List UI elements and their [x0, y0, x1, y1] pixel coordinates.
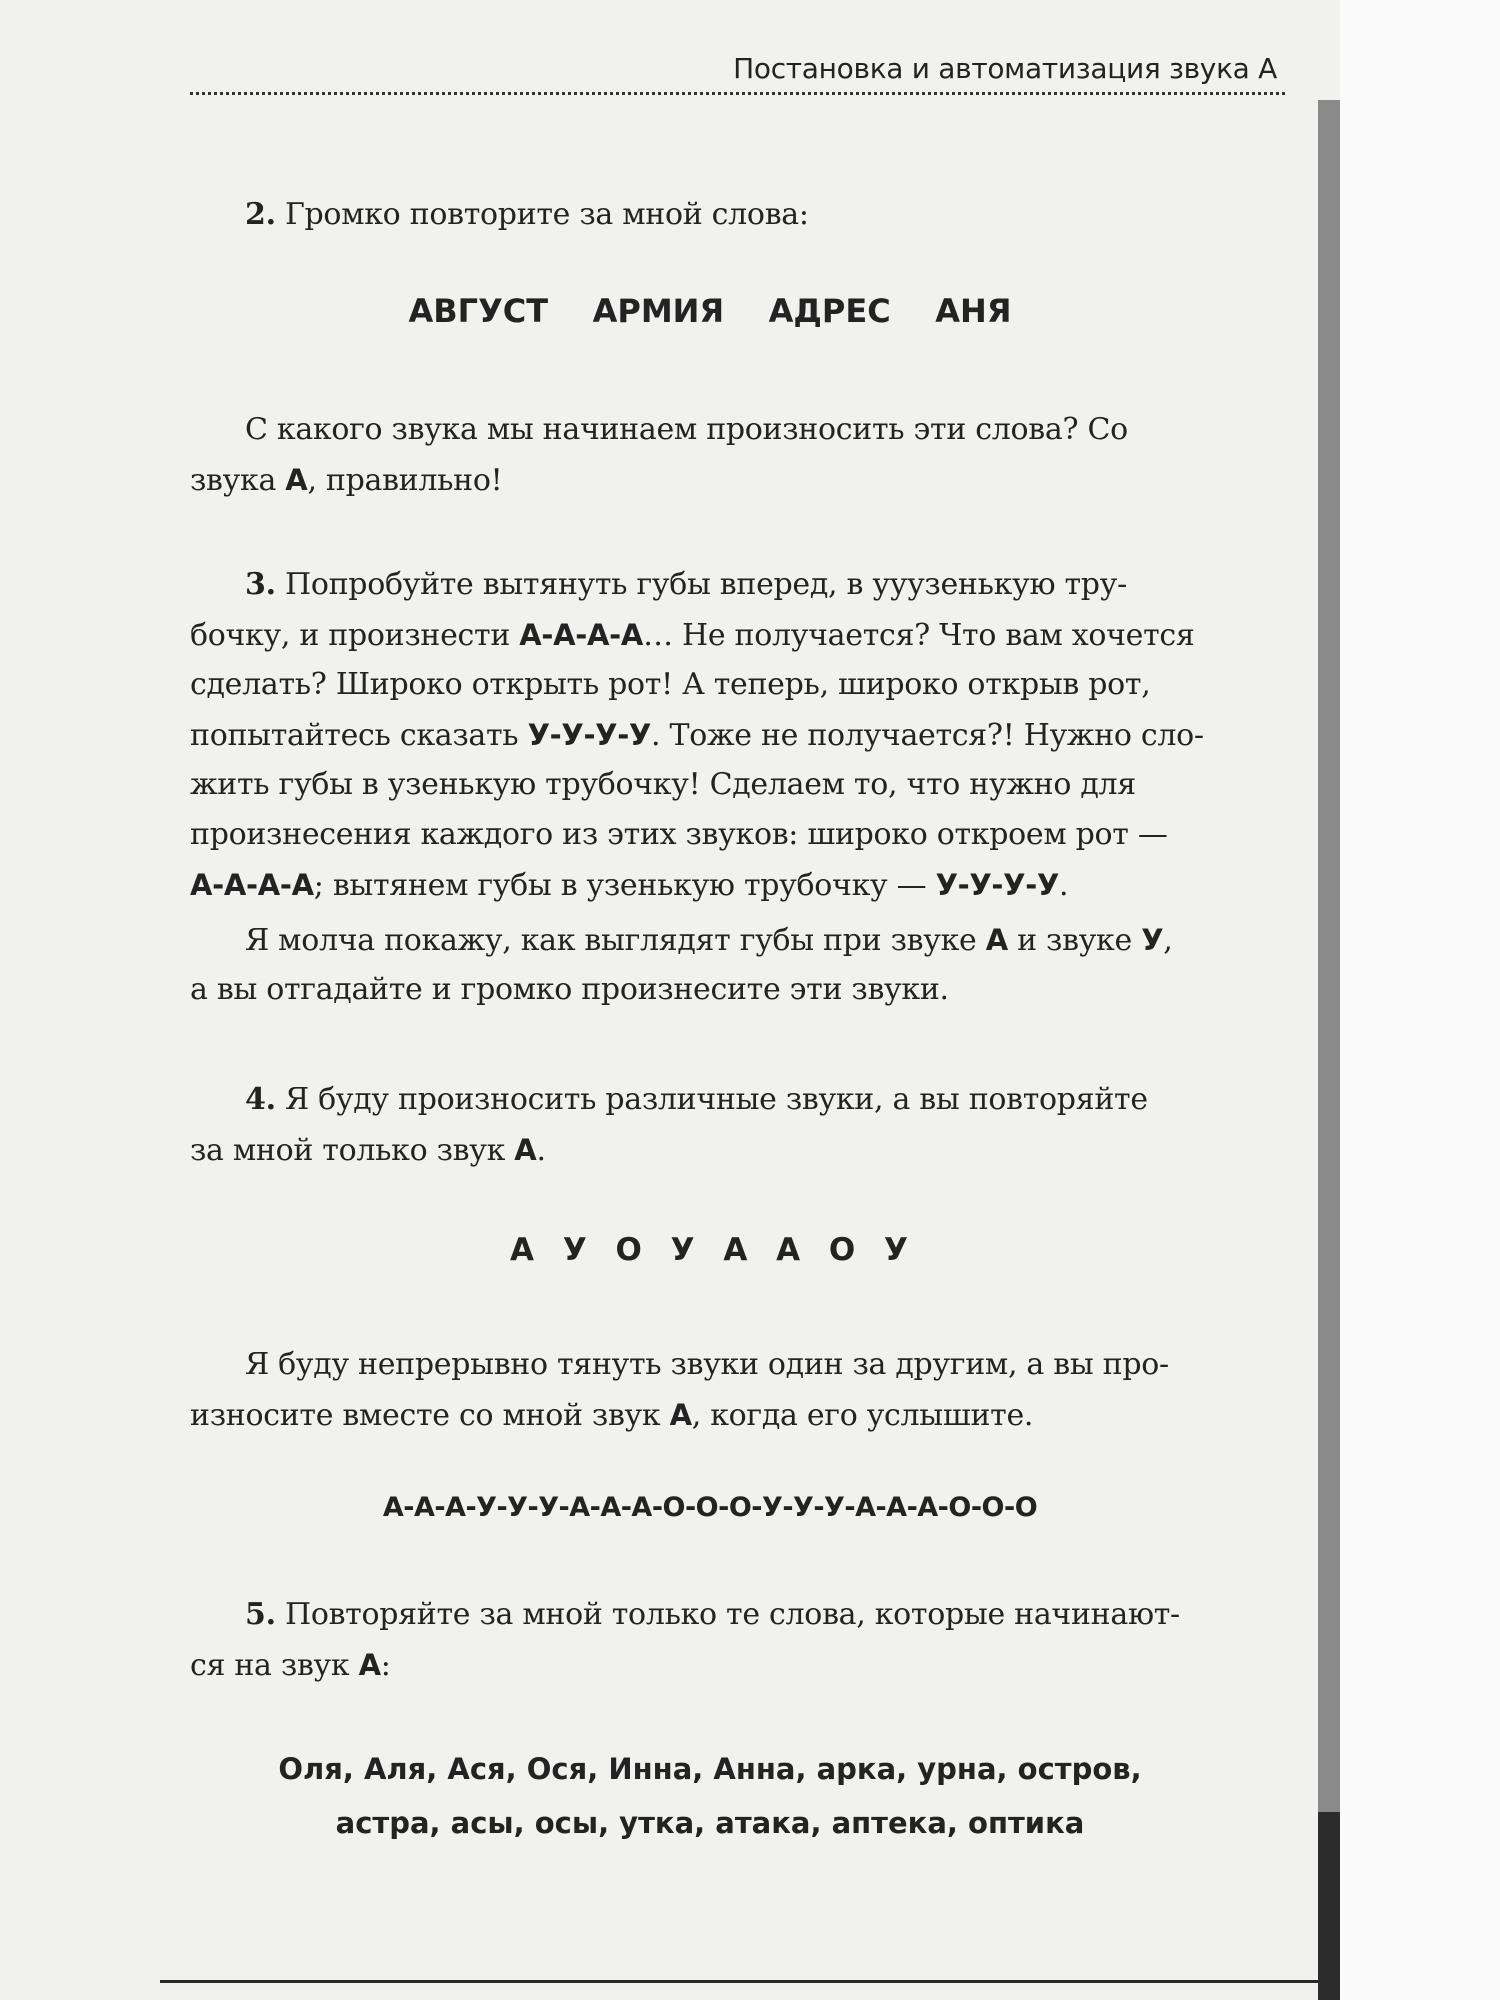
- task5-words-line1: Оля, Аля, Ася, Ося, Инна, Анна, арка, урна, остров,: [278, 1752, 1142, 1786]
- task4-sound-sequence: А У О У А А О У: [510, 1232, 910, 1268]
- task2-words: АВГУСТ АРМИЯ АДРЕС АНЯ: [408, 292, 1012, 330]
- running-header: [190, 52, 1285, 95]
- task5-words-line2: астра, асы, осы, утка, атака, аптека, оптика: [335, 1806, 1085, 1840]
- page-edge-tab: [1318, 1812, 1340, 2000]
- task5-line2: ся на звук А:: [190, 1648, 391, 1683]
- task4-line1: 4. Я буду произносить различные звуки, а вы повторяйте: [245, 1082, 1148, 1117]
- task2-question-line2: звука А, правильно!: [190, 463, 503, 498]
- task5-line1: 5. Повторяйте за мной только те слова, которые начинают-: [245, 1597, 1180, 1632]
- task3-line8: Я молча покажу, как выглядят губы при звуке А и звуке У,: [245, 923, 1173, 958]
- task2-intro: 2. Громко повторите за мной слова:: [245, 197, 809, 232]
- task2-question-line1: С какого звука мы начинаем произносить эти слова? Со: [245, 412, 1128, 447]
- task3-line4: попытайтесь сказать У-У-У-У. Тоже не получается?! Нужно сло-: [190, 718, 1204, 753]
- header-title: Постановка и автоматизация звука А: [733, 52, 1277, 85]
- task3-line9: а вы отгадайте и громко произнесите эти звуки.: [190, 972, 949, 1007]
- task3-line5: жить губы в узенькую трубочку! Сделаем то, что нужно для: [190, 767, 1136, 802]
- task4-line2: за мной только звук А.: [190, 1133, 546, 1168]
- footer-rule: [160, 1980, 1318, 1983]
- page-margin-strip: [1340, 0, 1500, 2000]
- task3-line6: произнесения каждого из этих звуков: широко откроем рот —: [190, 817, 1168, 852]
- task4-line3: Я буду непрерывно тянуть звуки один за другим, а вы про-: [245, 1347, 1169, 1382]
- task4-line4: износите вместе со мной звук А, когда его услышите.: [190, 1398, 1034, 1433]
- task3-line3: сделать? Широко открыть рот! А теперь, широко открыв рот,: [190, 667, 1151, 702]
- task3-line7: А-А-А-А; вытянем губы в узенькую трубочку — У-У-У-У.: [190, 868, 1069, 903]
- task4-sound-stream: А-А-А-У-У-У-А-А-А-О-О-О-У-У-У-А-А-А-О-О-О: [382, 1492, 1038, 1523]
- page-edge-bar: [1318, 100, 1340, 1820]
- task3-line2: бочку, и произнести А-А-А-А… Не получается? Что вам хочется: [190, 618, 1195, 653]
- task3-line1: 3. Попробуйте вытянуть губы вперед, в ууузенькую тру-: [245, 567, 1127, 602]
